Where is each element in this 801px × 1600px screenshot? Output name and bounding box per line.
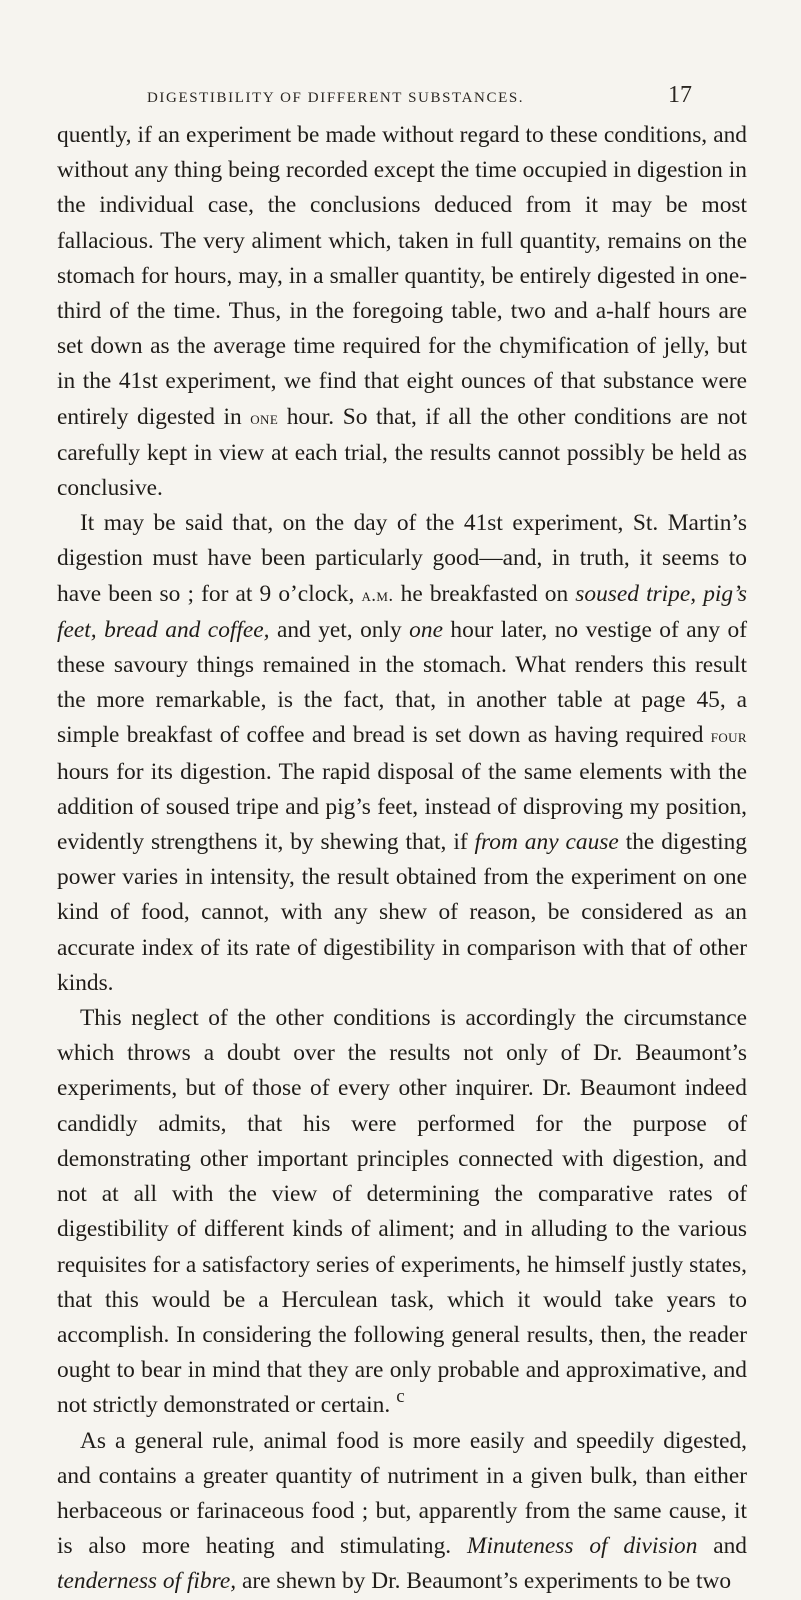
paragraph-4: As a general rule, animal food is more easily and speedily digested, and contains a greater quantity of nutriment in a given bulk, than either herbaceous or farinaceous food ; but, apparently from the same cause, it is also more heating and stimulating. Minuteness of division and tenderness of fibre, are shewn by Dr. Beaumont’s experiments to be two [57, 1427, 747, 1595]
running-head: DIGESTIBILITY OF DIFFERENT SUBSTANCES. [147, 90, 525, 106]
paragraph-1: quently, if an experiment be made without regard to these conditions, and without any thing being recorded except the time occupied in digestion in the individual case, the conclusions deduced from it may be most fallacious. The very aliment which, taken in full quantity, remains on the stomach for hours, may, in a smaller quantity, be entirely digested in one-third of the time. Thus, in the foregoing table, two and a-half hours are set down as the average time required for the chymification of jelly, but in the 41st experiment, we find that eight ounces of that substance were entirely digested in one hour. So that, if all the other conditions are not carefully kept in view at each trial, the results cannot possibly be held as conclusive. [57, 122, 747, 502]
page-header [0, 74, 801, 114]
body-text [57, 118, 747, 1600]
paragraph-2: It may be said that, on the day of the 41st experiment, St. Martin’s digestion must have been particularly good—and, in truth, it seems to have been so ; for at 9 o’clock, a.m. he breakfasted on soused tripe, pig’s feet, bread and coffee, and yet, only one hour later, no vestige of any of these savoury things remained in the stomach. What renders this result the more remarkable, is the fact, that, in another table at page 45, a simple breakfast of coffee and bread is set down as having required four hours for its digestion. The rapid disposal of the same elements with the addition of soused tripe and pig’s feet, instead of disproving my position, evidently strengthens it, by shewing that, if from any cause the digesting power varies in intensity, the result obtained from the experiment on one kind of food, cannot, with any shew of reason, be considered as an accurate index of its rate of digestibility in comparison with that of other kinds. [57, 510, 747, 996]
signature-mark: c [396, 1386, 405, 1407]
page-number: 17 [668, 82, 692, 108]
paragraph-3: This neglect of the other conditions is accordingly the circumstance which throws a doubt over the results not only of Dr. Beaumont’s experiments, but of those of every other inquirer. Dr. Beaumont indeed candidly admits, that his were performed for the purpose of demonstrating other important principles connected with digestion, and not at all with the view of determining the comparative rates of digestibility of different kinds of aliment; and in alluding to the various requisites for a satisfactory series of experiments, he himself justly states, that this would be a Herculean task, which it would take years to accomplish. In considering the following general results, then, the reader ought to bear in mind that they are only probable and approximative, and not strictly demonstrated or certain. [57, 1005, 747, 1419]
